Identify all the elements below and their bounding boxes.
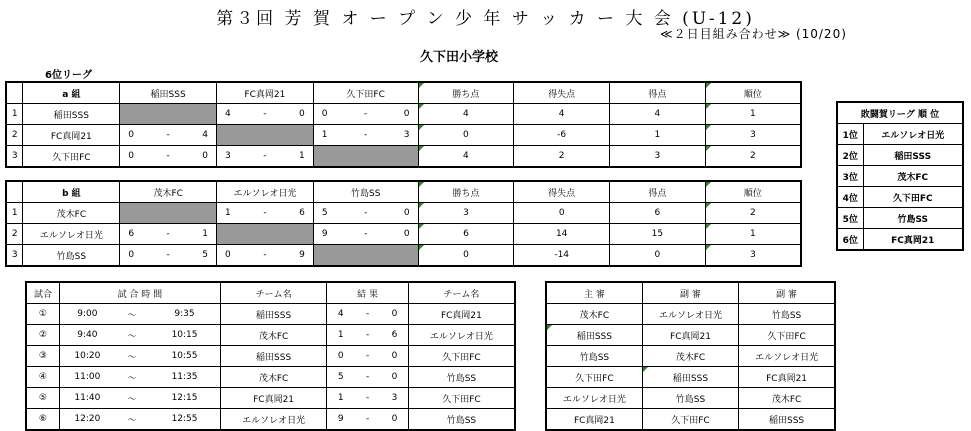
goal-diff: 14	[514, 224, 610, 245]
schedule-row: ② 9:40 ～ 10:15 茂木FC 1 - 6 エルソレオ日光	[26, 325, 515, 346]
schedule-row: ③ 10:20 ～ 10:55 稲田SSS 0 - 0 久下田FC	[26, 346, 515, 367]
header-cell: 竹島SS	[313, 181, 418, 203]
header-cell: FC真岡21	[217, 82, 314, 104]
team-name: エルソレオ日光	[23, 224, 120, 245]
schedule-row: ⑤ 11:40 ～ 12:15 FC真岡21 1 - 3 久下田FC	[26, 388, 515, 409]
ranking-row: 5位 竹島SS	[837, 208, 963, 229]
ranking-title: 敗闘賀リーグ 順 位	[837, 102, 963, 124]
rank: 3	[705, 125, 801, 146]
ranking-row: 3位 茂木FC	[837, 166, 963, 187]
points: 0	[418, 245, 514, 267]
match-score: 0 - 4	[120, 125, 217, 146]
header-cell: 勝ち点	[418, 82, 514, 104]
page-subtitle: ≪２日目組み合わせ≫ (10/20)	[660, 27, 847, 41]
header-cell: 得点	[610, 181, 706, 203]
team-name: 竹島SS	[23, 245, 120, 267]
self-match-cell	[120, 203, 217, 224]
header-cell: 得失点	[514, 82, 610, 104]
ranking-row: 4位 久下田FC	[837, 187, 963, 208]
rank: 1	[705, 224, 801, 245]
match-score: 0 - 5	[120, 245, 217, 267]
goals: 6	[610, 203, 706, 224]
referee-row: 久下田FC 稲田SSS FC真岡21	[546, 367, 835, 388]
goals: 0	[610, 245, 706, 267]
goals: 4	[610, 104, 706, 125]
header-cell: 茂木FC	[120, 181, 217, 203]
match-score: 3 - 1	[217, 146, 314, 168]
goal-diff: -14	[514, 245, 610, 267]
schedule-row: ⑥ 12:20 ～ 12:55 エルソレオ日光 9 - 0 竹島SS	[26, 409, 515, 431]
match-score: 1 - 3	[313, 125, 418, 146]
referee-row: 竹島SS 茂木FC エルソレオ日光	[546, 346, 835, 367]
header-cell: エルソレオ日光	[217, 181, 314, 203]
league-name: 6位リーグ	[45, 70, 92, 81]
self-match-cell	[217, 125, 314, 146]
header-cell: 稲田SSS	[120, 82, 217, 104]
match-score: 1 - 6	[217, 203, 314, 224]
table-row: 1 稲田SSS 4 - 0 0 - 0 4 4 4 1	[6, 104, 801, 125]
team-name: 久下田FC	[23, 146, 120, 168]
ranking-row: 6位 FC真岡21	[837, 229, 963, 251]
goal-diff: 0	[514, 203, 610, 224]
goals: 3	[610, 146, 706, 168]
final-ranking-table	[836, 101, 964, 251]
group-b-table	[5, 180, 802, 267]
schedule-row: ④ 11:00 ～ 11:35 茂木FC 5 - 0 竹島SS	[26, 367, 515, 388]
schedule-header: 試合 試 合 時 間 チーム名 結 果 チーム名	[26, 282, 515, 304]
points: 3	[418, 203, 514, 224]
referee-row: エルソレオ日光 竹島SS 茂木FC	[546, 388, 835, 409]
match-score: 4 - 0	[217, 104, 314, 125]
header-cell: 順位	[705, 181, 801, 203]
header-cell: 順位	[705, 82, 801, 104]
self-match-cell	[217, 224, 314, 245]
self-match-cell	[313, 245, 418, 267]
goals: 1	[610, 125, 706, 146]
match-score: 0 - 0	[120, 146, 217, 168]
schedule-table	[25, 281, 516, 431]
match-score: 6 - 1	[120, 224, 217, 245]
self-match-cell	[120, 104, 217, 125]
ranking-row: 2位 稲田SSS	[837, 145, 963, 166]
goal-diff: 2	[514, 146, 610, 168]
page-title: 第３回 芳 賀 オ ー プ ン 少 年 サ ッ カ ー 大 会 (U-12)	[216, 9, 755, 29]
table-row: 3 久下田FC 0 - 0 3 - 1 4 2 3 2	[6, 146, 801, 168]
table-row: 2 エルソレオ日光 6 - 1 9 - 0 6 14 15 1	[6, 224, 801, 245]
points: 4	[418, 104, 514, 125]
header-cell: a 組	[23, 82, 120, 104]
points: 4	[418, 146, 514, 168]
table-row: 1 茂木FC 1 - 6 5 - 0 3 0 6 2	[6, 203, 801, 224]
referee-row: FC真岡21 久下田FC 稲田SSS	[546, 409, 835, 431]
rank: 1	[705, 104, 801, 125]
match-score: 9 - 0	[313, 224, 418, 245]
team-name: FC真岡21	[23, 125, 120, 146]
header-cell: 得失点	[514, 181, 610, 203]
venue-name: 久下田小学校	[420, 50, 499, 65]
rank: 2	[705, 203, 801, 224]
goal-diff: -6	[514, 125, 610, 146]
header-cell: 得点	[610, 82, 706, 104]
rank: 2	[705, 146, 801, 168]
points: 0	[418, 125, 514, 146]
referee-row: 茂木FC エルソレオ日光 竹島SS	[546, 304, 835, 325]
table-row: 3 竹島SS 0 - 5 0 - 9 0 -14 0 3	[6, 245, 801, 267]
points: 6	[418, 224, 514, 245]
header-cell: 久下田FC	[313, 82, 418, 104]
match-score: 0 - 9	[217, 245, 314, 267]
referee-row: 稲田SSS FC真岡21 久下田FC	[546, 325, 835, 346]
group-a-header	[6, 82, 801, 104]
schedule-row: ① 9:00 ～ 9:35 稲田SSS 4 - 0 FC真岡21	[26, 304, 515, 325]
match-score: 5 - 0	[313, 203, 418, 224]
referee-table	[545, 281, 836, 431]
team-name: 茂木FC	[23, 203, 120, 224]
header-cell: 勝ち点	[418, 181, 514, 203]
group-a-table	[5, 81, 802, 168]
table-row: 2 FC真岡21 0 - 4 1 - 3 0 -6 1 3	[6, 125, 801, 146]
goal-diff: 4	[514, 104, 610, 125]
goals: 15	[610, 224, 706, 245]
rank: 3	[705, 245, 801, 267]
ranking-row: 1位 エルソレオ日光	[837, 124, 963, 145]
team-name: 稲田SSS	[23, 104, 120, 125]
match-score: 0 - 0	[313, 104, 418, 125]
header-cell: b 組	[23, 181, 120, 203]
group-b-header	[6, 181, 801, 203]
self-match-cell	[313, 146, 418, 168]
referee-header: 主 審 副 審 副 審	[546, 282, 835, 304]
